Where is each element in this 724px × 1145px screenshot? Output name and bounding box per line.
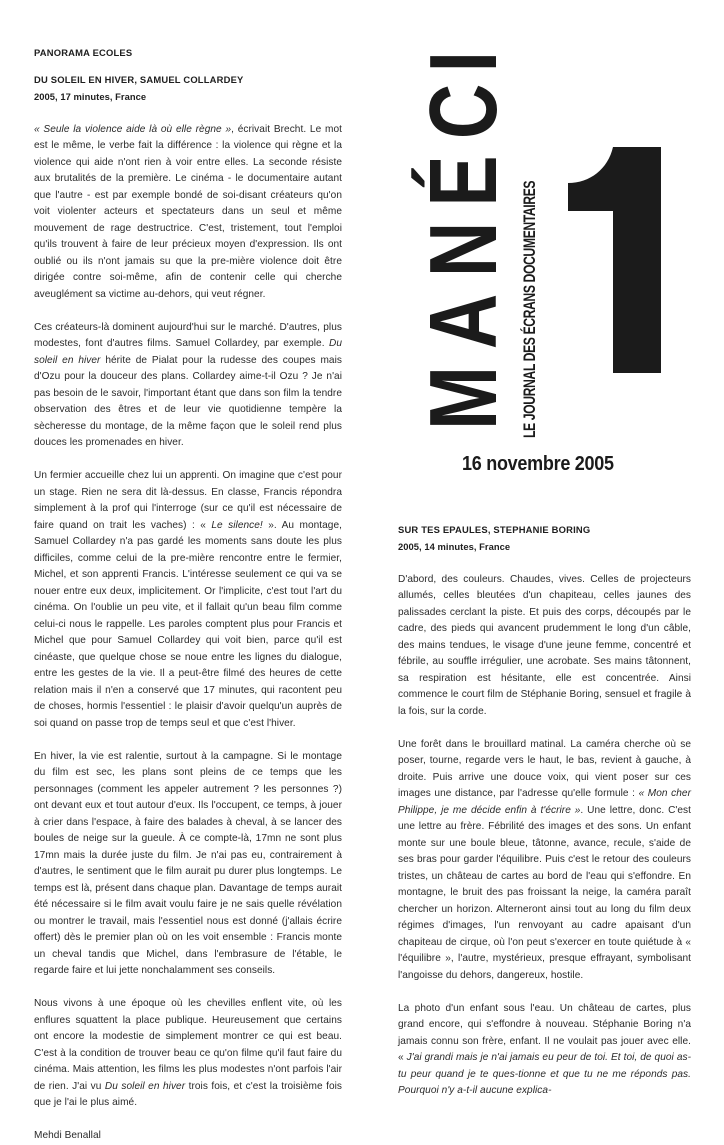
italic-text: Du soleil en hiver — [104, 1080, 186, 1092]
author-signature: Mehdi Benallal — [34, 1130, 101, 1141]
film-meta: 2005, 17 minutes, France — [34, 90, 147, 102]
section-label: PANORAMA ECOLES — [34, 47, 133, 58]
text: Un fermier accueille chez lui un apprenti. On imagine que c'est pour un stage. Rien ne sera dit là-dessus. En classe, Francis répondra simplement à la prof qui l'interroge (sur ce qu'il est nécessaire de faire quand on trait les vaches) : « — [34, 470, 342, 531]
text: Nous vivons à une époque où les chevilles enflent vite, où les enflures squattent la place publique. Heureusement que certains ont encore la modestie de simplement montrer ce qui est beau. C'est à la condition de trouver beau ce qu'on filme qu'il faut faire du cinéma. Mais attention, les films les plus modestes n'ont parfois l'air de rien. J'ai vu — [34, 998, 342, 1092]
title-letter: C — [410, 83, 517, 140]
journal-subtitle-text: LE JOURNAL DES ÉCRANS DOCUMENTAIRES — [520, 180, 539, 438]
right-column-article — [398, 522, 691, 1116]
title-letter: É — [410, 154, 517, 207]
italic-text: « Mon cher Philippe, je me décide enfin à t'écrire » — [398, 788, 691, 816]
article-body — [398, 572, 691, 1100]
title-letter: A — [410, 293, 517, 349]
paragraph — [398, 1001, 691, 1100]
text: hérite de Pialat pour la rudesse des coupes mais d'Ozu pour la douceur des plans. Collardey aime-t-il Ozu ? Je n'ai pas besoin de le savoir, l'important étant que dans son film la tendre observation des êtres et de leur vie quotidienne tempère la sècheresse du montage, de la même façon que le soleil rend plus douces les promenades en hiver. — [34, 354, 342, 448]
paragraph — [34, 996, 342, 1112]
paragraph — [398, 572, 691, 721]
issue-date: 16 novembre 2005 — [462, 453, 614, 475]
text: En hiver, la vie est ralentie, surtout à la campagne. Si le montage du film est sec, les plans sont pleins de ce temps que les personnages (comment les appeler autrement ? les personnes ?) ont devant eux et tout autour d'eux. Ils l'occupent, ce temps, à jouer à crier dans l'espace, à faire des balades à cheval, à se lancer des boules de neige sur la gueule. À ce compte-là, 17mn ne sont plus 17mn mais la durée juste du film. Je n'ai pas eu, contrairement à d'autres, le sentiment que le film aurait pu durer plus longtemps. Le temps est là, présent dans chaque plan. Davantage de temps aurait été nécessaire si le film avait voulu faire je ne sais quelle révélation ou montrer le travail, mais l'essentiel nous est donné (j'allais écrire offert) dès le premier plan où on les voit ensemble : Francis monte un cheval tandis que Michel, dans l'embrasure de l'étable, le regarde faire et lui jette nonchalamment ses conseils. — [34, 750, 342, 976]
italic-text: Le silence! — [211, 519, 263, 531]
paragraph — [34, 122, 342, 304]
text: D'abord, des couleurs. Chaudes, vives. Celles de projecteurs allumés, celles bleutées d'un chapiteau, celles jaunes des palissades cerclant la piste. Et puis des corps, découpés par le cadre, des pieds qui avancent prudemment le long d'un câble, des mains tendues, le visage d'une jeune femme, concentré et fébrile, au souffle irrégulier, une acrobate. Ses mains tâtonnent, sa respiration est hésitante, elle est concentrée. Ainsi commence le court film de Stéphanie Boring, sensuel et fragile à la fois, sur la corde. — [398, 573, 691, 717]
paragraph — [34, 749, 342, 980]
journal-subtitle — [521, 122, 538, 438]
issue-number — [568, 147, 661, 373]
film-meta: 2005, 14 minutes, France — [398, 540, 511, 552]
text: ». Au montage, Samuel Collardey n'a pas gardé les moments sans doute les plus difficiles, comme celui de la pre-mière rencontre entre le fermier, Michel, et son apprenti Francis. L'intéresse seulement ce qui va se nouer entre eux deux, implicitement. Or l'implicite, c'est tout l'art du cinéma. On l'oublie un peu vite, et il fallait qu'un beau film comme celui-ci nous le rappelle. Les paroles comptent plus pour Francis et Michel que pour Samuel Collardey qui voit bien, parce qu'il est cinéaste, que quelque chose se noue entre les lignes du dialogue, entre les gestes de la vie. Il a peut-être filmé des heures de cette relation mais il n'en a conservé que 17 minutes, qui racontent peu de choses, hormis l'essentiel : le plaisir d'avoir quelqu'un auprès de soi quand on passe trop de temps seul et que c'est l'hiver. — [34, 519, 342, 729]
film-title: DU SOLEIL EN HIVER, SAMUEL COLLARDEY — [34, 74, 244, 85]
text: Une forêt dans le brouillard matinal. La caméra cherche où se poser, tourne, regarde vers le haut, le bas, revient à gauche, à droite. Puis arrive une douce voix, qui vient poser sur ces images une distance, par l'adresse qu'elle formule : — [398, 738, 691, 799]
italic-text: Du soleil en hiver — [34, 338, 342, 366]
title-letter: I — [410, 50, 517, 73]
text: . Une lettre, donc. C'est une lettre au frère. Fébrilité des images et des sons. Un enfant monte sur une boule bleue, tâtonne, avance, recule, s'aide de ses bras pour garder l'équilibre. Puis c'est le retour des couleurs tristes, un château de cartes au bord de l'eau qui s'effondre. En montagne, le bruit des pas froissant la neige, la caméra paraît chercher un horizon. Alterneront ainsi tout au long du film deux régimes d'images, l'un renvoyant au cadre apaisant d'un chapiteau de cirque, où l'on peut s'exercer en toute quiétude à « l'équilibre », l'autre, mystérieux, presque effrayant, symbolisant l'angoisse du dehors, dangereux, hostile. — [398, 804, 692, 981]
film-title: SUR TES EPAULES, STEPHANIE BORING — [398, 524, 591, 535]
paragraph — [34, 320, 342, 452]
text: trois fois, et c'est la troisième fois que je l'ai le plus aimé. — [34, 1080, 343, 1108]
text: La photo d'un enfant sous l'eau. Un château de cartes, plus grand encore, qui s'effondre à nouveau. Stéphanie Boring n'a jamais connu son frère, enfant. Il ne voulait pas jouer avec elle. « — [398, 1002, 691, 1063]
journal-title — [410, 48, 517, 438]
title-letter: N — [410, 221, 517, 278]
italic-text: « Seule la violence aide là où elle règne » — [34, 123, 232, 135]
title-letter: M — [410, 366, 517, 431]
text: Ces créateurs-là dominent aujourd'hui sur le marché. D'autres, plus modestes, font d'autres films. Samuel Collardey, par exemple. — [34, 321, 342, 349]
italic-text: J'ai grandi mais je n'ai jamais eu peur de toi. Et toi, de quoi as-tu peur quand je te ques-tionne et que tu ne me réponds pas. Pourquoi n'y a-t-il aucune explica- — [398, 1052, 691, 1096]
left-column-article — [34, 46, 342, 1145]
paragraph — [34, 468, 342, 732]
article-body — [34, 122, 342, 1112]
text: , écrivait Brecht. Le mot est le même, le verbe fait la différence : la violence qui règne et la violence qui aide n'ont rien à voir entre elles. La seconde résiste aux brutalités de la première. Le cinéma - le documentaire autant que l'autre - est par exemple bondé de soi-disant créateurs qu'on voit violenter acteurs et spectateurs dans un seul et même mouvement de rage destructrice. C'est, tristement, tout l'emploi qu'ils trouvent à faire de leur précieux moyen d'expression. Ils ont oublié ou ils n'ont jamais su que la pre-mière violence doit être dirigée contre soi-même, afin de contenir celle qui cherche aveuglément sa victime au-dehors, qui veut régner. — [34, 123, 342, 300]
paragraph — [398, 737, 691, 985]
